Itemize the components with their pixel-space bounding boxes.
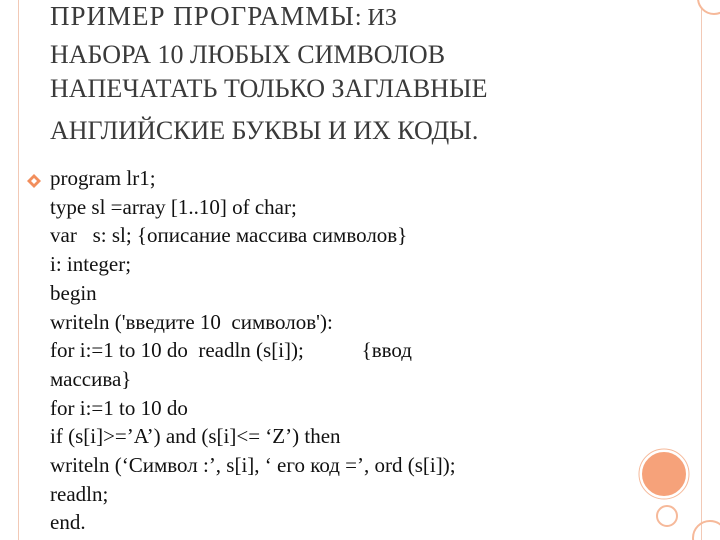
right-border-line [701, 0, 702, 540]
code-line: program lr1; [50, 166, 156, 190]
corner-circle-decoration [690, 0, 720, 22]
corner-ring-decoration [684, 512, 720, 540]
code-line: for i:=1 to 10 do [50, 395, 188, 420]
code-line: type sl =array [1..10] of char; [50, 194, 297, 219]
code-line: begin [50, 280, 97, 305]
code-line: i: integer; [50, 252, 132, 277]
title-rest: : ИЗ [354, 5, 397, 31]
code-line: массива} [50, 366, 132, 391]
title-line-4: АНГЛИЙСКИЕ БУКВЫ И ИХ КОДЫ. [50, 116, 479, 145]
code-line: readln; [50, 481, 109, 506]
code-line: if (s[i]>=’A’) and (s[i]<= ‘Z’) then [50, 424, 341, 449]
code-line: writeln (‘Символ :’, s[i], ‘ его код =’, ord (s[i]); [50, 453, 456, 478]
title-line-2: НАБОРА 10 ЛЮБЫХ СИМВОЛОВ [50, 40, 446, 69]
code-line: writeln ('введите 10 символов'): [50, 309, 333, 334]
title-line-1 [50, 1, 397, 32]
orange-circle-decoration [638, 448, 690, 500]
left-border-line [18, 0, 19, 540]
orange-diamond-bullet-icon [26, 173, 42, 189]
title-line-3: НАПЕЧАТАТЬ ТОЛЬКО ЗАГЛАВНЫЕ [50, 74, 488, 103]
small-circle-decoration [654, 503, 680, 529]
code-line: end. [50, 510, 86, 535]
code-line: var s: sl; {описание массива символов} [50, 223, 408, 248]
code-listing [50, 164, 680, 537]
title-caps: ПРИМЕР ПРОГРАММЫ [50, 1, 355, 31]
code-line: for i:=1 to 10 do readln (s[i]); {ввод [50, 338, 412, 363]
